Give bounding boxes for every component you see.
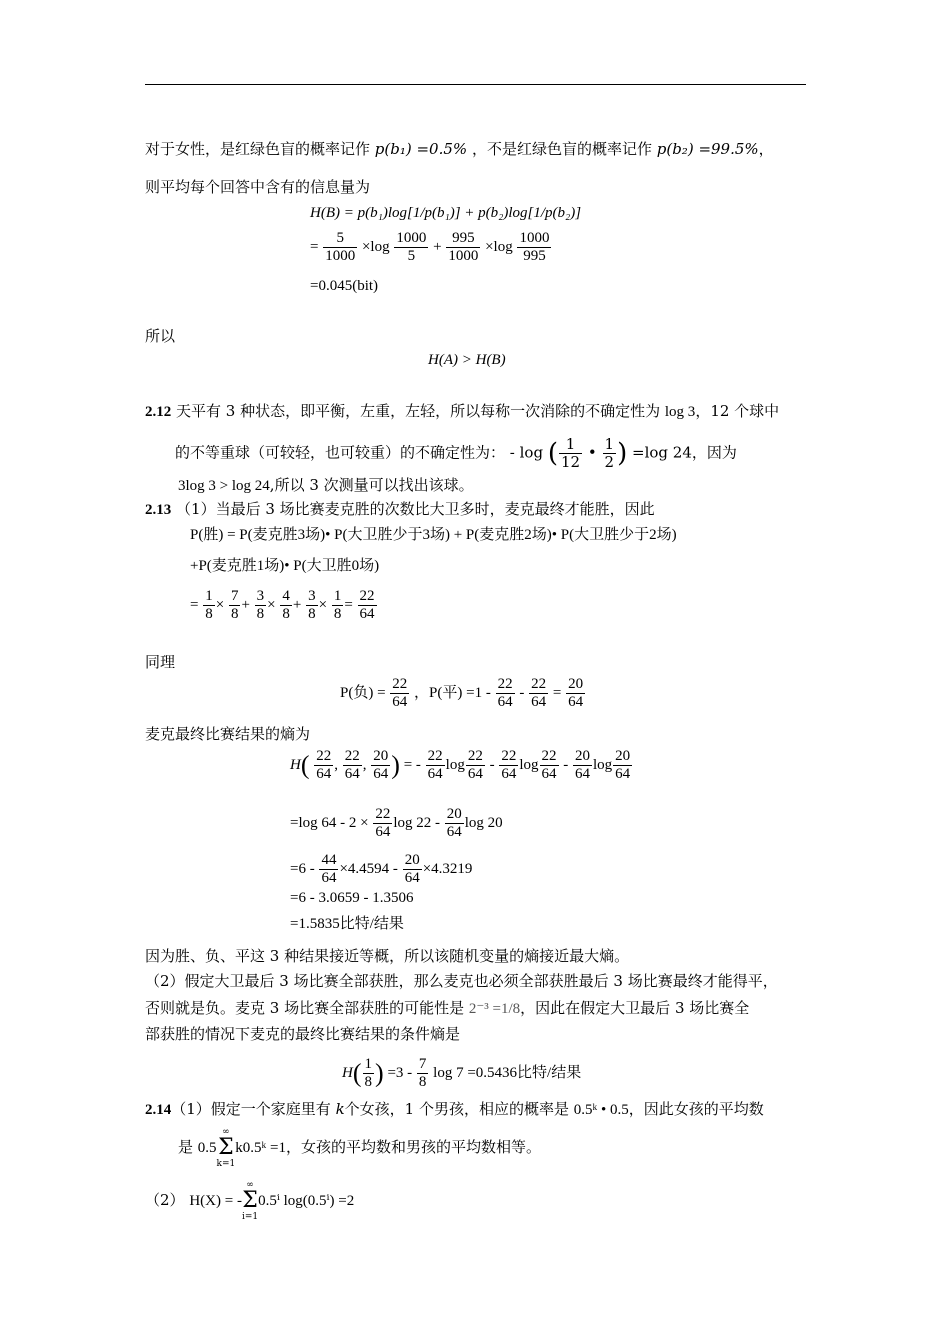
eq-entropy-line2: =log 64 - 2 × $\frac{22}{64}$ log 22 - $\frac{20}{64}$ log 20 — [290, 806, 503, 840]
eq-conditional-entropy: H( $\frac{1}{8}$ ) =3 - $\frac{7}{8}$ log 7 =0.5436比特/结果 — [342, 1056, 582, 1090]
section-2-12-line1: 2.12 天平有 3 种状态，即平衡，左重，左轻，所以每称一次消除的不确定性为 log 3，12 个球中 — [145, 402, 780, 420]
tongli-label: 同理 — [145, 653, 176, 671]
sum-symbol: ∞ Σ i=1 — [241, 1180, 259, 1222]
part2-line1: （2）假定大卫最后 3 场比赛全部获胜，那么麦克也必须全部获胜最后 3 场比赛最终才能得平， — [145, 972, 778, 990]
part2-line3: 部获胜的情况下麦克的最终比赛结果的条件熵是 — [145, 1025, 461, 1043]
eq-hb-line1: H(B) = p(b₁)log[1/p(b₁)] + p(b₂)log[1/p(b₂)] — [310, 205, 582, 221]
section-number: 2.13 — [145, 502, 172, 518]
frac-995-1000: $\frac{995}{1000}$ — [448, 230, 479, 264]
eq-ha-gt-hb: H(A) > H(B) — [428, 352, 506, 368]
sum-symbol: ∞ Σ k=1 — [216, 1127, 236, 1169]
eq-hb-line2: = $\frac{5}{1000}$ ×log $\frac{1000}{5}$ + $\frac{995}{1000}$ ×log $\frac{1000}{995}$ — [310, 230, 550, 264]
section-2-14-line1: 2.14（1）假定一个家庭里有 k个女孩，1 个男孩，相应的概率是 0.5ᵏ • 0.5，因此女孩的平均数 — [145, 1100, 764, 1118]
eq-p-win-1: P(胜) = P(麦克胜3场)• P(大卫胜少于3场) + P(麦克胜2场)• P(大卫胜少于2场) — [190, 527, 677, 543]
section-2-14-line2: 是 0.5∞ Σ k=1k0.5ᵏ =1，女孩的平均数和男孩的平均数相等。 — [178, 1127, 541, 1169]
conclusion-text: 因为胜、负、平这 3 种结果接近等概，所以该随机变量的熵接近最大熵。 — [145, 947, 630, 965]
eq-entropy-line1: H( $\frac{22}{64}$ , $\frac{22}{64}$ , $\frac{20}{64}$ ) = - $\frac{22}{64}$ log $\frac{22}{64}$ - $\frac{22}{64}$ log $\frac{22}{64}$ - $\frac{20}{64}$ log $\frac{20}{64}$ — [290, 748, 631, 782]
prob-b2: p(b₂) =99.5% — [656, 140, 759, 158]
eq-entropy-line5: =1.5835比特/结果 — [290, 916, 404, 932]
section-number: 2.12 — [145, 404, 172, 420]
eq-p-win-3: = $\frac{1}{8}$ × $\frac{7}{8}$ + $\frac{3}{8}$ × $\frac{4}{8}$ + $\frac{3}{8}$ × $\frac{1}{8}$ = $\frac{22}{64}$ — [190, 588, 375, 622]
section-number: 2.14 — [145, 1102, 172, 1118]
section-2-12-line3: 3log 3 > log 24,所以 3 次测量可以找出该球。 — [178, 476, 474, 494]
paragraph-info-line: 则平均每个回答中含有的信息量为 — [145, 178, 371, 196]
section-2-14-part2: （2） H(X) = -∞ Σ i=10.5ⁱ log(0.5ⁱ) =2 — [145, 1180, 355, 1222]
prob-b1: p(b₁) =0.5% — [374, 140, 468, 158]
frac-1000-995: $\frac{1000}{995}$ — [519, 230, 550, 264]
section-2-12-line2: 的不等重球（可较轻，也可较重）的不确定性为： - log ( $\frac{1}{12}$ • $\frac{1}{2}$ ) =log 24，因为 — [175, 435, 737, 471]
header-rule — [145, 84, 806, 85]
frac-5-1000: $\frac{5}{1000}$ — [325, 230, 356, 264]
eq-p-win-2: +P(麦克胜1场)• P(大卫胜0场) — [190, 558, 380, 574]
eq-p-lose-draw: P(负) = $\frac{22}{64}$ ，P(平) =1 - $\frac{22}{64}$ - $\frac{22}{64}$ = $\frac{20}{64}$ — [340, 676, 584, 710]
frac-1000-5: $\frac{1000}{5}$ — [396, 230, 427, 264]
entropy-label: 麦克最终比赛结果的熵为 — [145, 725, 311, 743]
paragraph-female: 对于女性，是红绿色盲的概率记作 p(b₁) =0.5% ，不是红绿色盲的概率记作 p(b₂) =99.5%， — [145, 140, 774, 158]
eq-entropy-line4: =6 - 3.0659 - 1.3506 — [290, 890, 414, 906]
eq-hb-line3: =0.045(bit) — [310, 278, 379, 294]
section-2-13-line1: 2.13 （1）当最后 3 场比赛麦克胜的次数比大卫多时，麦克最终才能胜，因此 — [145, 500, 655, 518]
eq-entropy-line3: =6 - $\frac{44}{64}$ ×4.4594 - $\frac{20}{64}$ ×4.3219 — [290, 852, 473, 886]
suoyi-label: 所以 — [145, 327, 176, 345]
part2-line2: 否则就是负。麦克 3 场比赛全部获胜的可能性是 2⁻³ =1/8，因此在假定大卫最后 3 场比赛全 — [145, 999, 750, 1017]
